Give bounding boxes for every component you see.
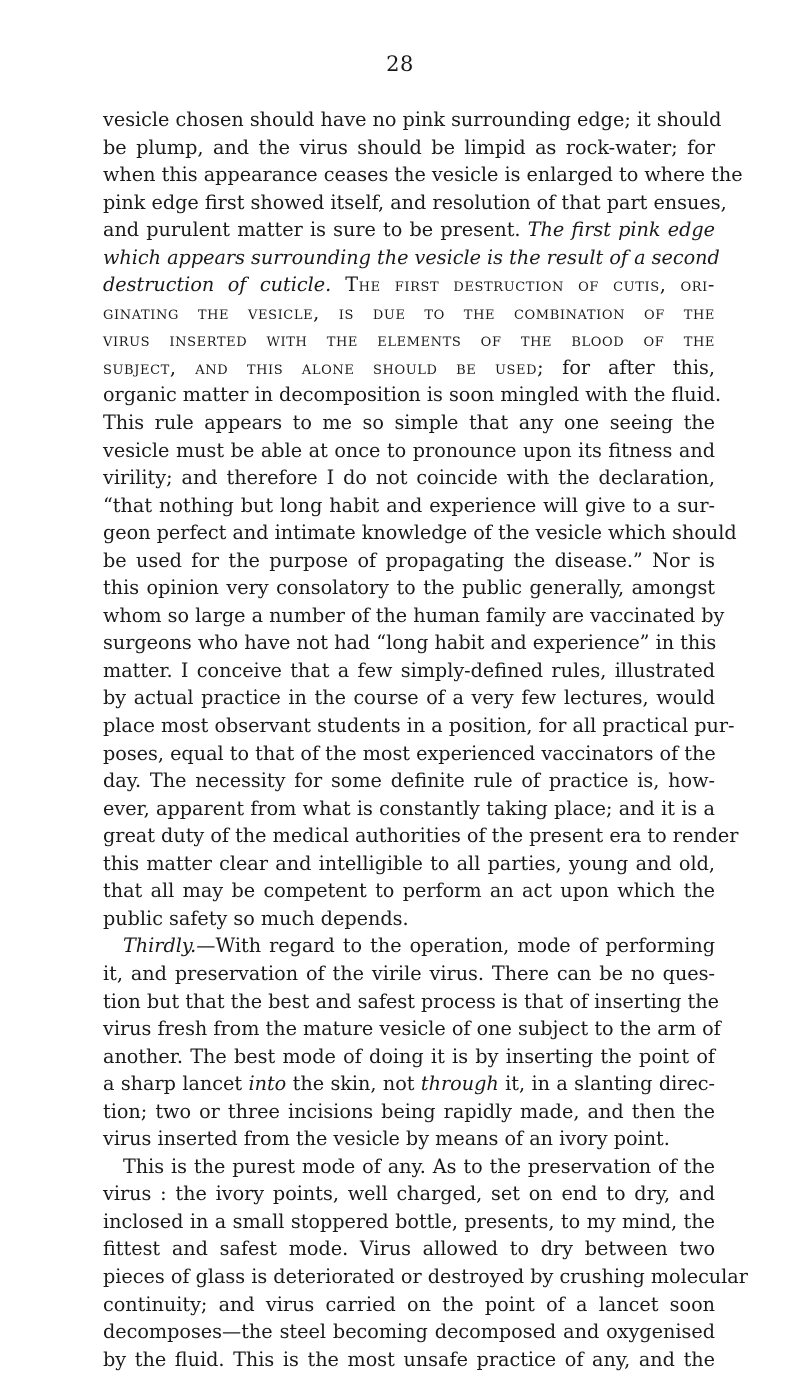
text-line: continuity; and virus carried on the point of a lancet soon — [103, 1292, 715, 1316]
italic-text: into — [248, 1072, 287, 1096]
text-line: poses, equal to that of the most experienced vaccinators of the — [103, 741, 716, 765]
text-line: virus inserted from the vesicle by means of an ivory point. — [103, 1127, 670, 1151]
text-line: whom so large a number of the human family are vaccinated by — [103, 603, 725, 627]
text-segment: and purulent matter is sure to be present. — [103, 218, 528, 242]
body-text — [103, 106, 748, 1373]
text-line: organic matter in decomposition is soon mingled with the fluid. — [103, 383, 722, 407]
italic-text: through — [420, 1072, 499, 1096]
text-line: ever, apparent from what is constantly taking place; and it is a — [103, 796, 715, 820]
italic-text: destruction of cuticle. — [103, 273, 332, 297]
text-line — [103, 354, 715, 382]
text-line: be used for the purpose of propagating the disease.” Nor is — [103, 548, 715, 572]
text-line: pieces of glass is deteriorated or destroyed by crushing molecular — [103, 1264, 748, 1288]
text-line: another. The best mode of doing it is by inserting the point of — [103, 1044, 715, 1068]
text-line — [103, 932, 715, 960]
text-line: be plump, and the virus should be limpid as rock-water; for — [103, 135, 715, 159]
text-line: great duty of the medical authorities of the present era to render — [103, 824, 739, 848]
text-line: virility; and therefore I do not coincide with the declaration, — [103, 466, 715, 490]
small-caps-text: The first destruction of cutis, ori- — [331, 273, 715, 297]
text-line: pink edge first showed itself, and resolution of that part ensues, — [103, 190, 727, 214]
text-line: place most observant students in a position, for all practical pur- — [103, 714, 735, 738]
text-line: when this appearance ceases the vesicle is enlarged to where the — [103, 163, 743, 187]
text-line: tion but that the best and safest process is that of inserting the — [103, 989, 719, 1013]
italic-text: The first pink edge — [527, 218, 716, 242]
text-line: decomposes—the steel becoming decomposed and oxygenised — [103, 1320, 715, 1344]
text-line: by the fluid. This is the most unsafe practice of any, and the — [103, 1347, 715, 1371]
text-line: virus : the ivory points, well charged, set on end to dry, and — [103, 1182, 715, 1206]
text-line: that all may be competent to perform an act upon which the — [103, 879, 715, 903]
text-line: This is the purest mode of any. As to the preservation of the — [123, 1154, 715, 1178]
text-line — [103, 216, 715, 244]
text-line: fittest and safest mode. Virus allowed to dry between two — [103, 1237, 715, 1261]
text-segment: for after this, — [544, 355, 715, 379]
text-line: matter. I conceive that a few simply-defined rules, illustrated — [103, 658, 715, 682]
text-line — [103, 271, 715, 299]
text-line: inclosed in a small stoppered bottle, presents, to my mind, the — [103, 1209, 715, 1233]
text-line: geon perfect and intimate knowledge of the vesicle which should — [103, 521, 737, 545]
text-line — [103, 326, 715, 354]
page-number: 28 — [386, 52, 414, 76]
text-line: tion; two or three incisions being rapidly made, and then the — [103, 1099, 715, 1123]
text-line — [103, 244, 720, 272]
text-line: surgeons who have not had “long habit and experience” in this — [103, 631, 717, 655]
italic-text: Thirdly. — [123, 934, 197, 958]
text-line: vesicle chosen should have no pink surrounding edge; it should — [103, 108, 722, 131]
text-segment: it, in a slanting direc- — [498, 1072, 715, 1096]
text-segment: a sharp lancet — [103, 1072, 249, 1096]
italic-text: which appears surrounding the vesicle is the result of a second — [103, 245, 720, 269]
text-segment: —With regard to the operation, mode of performing — [196, 934, 715, 958]
text-line: day. The necessity for some definite rule of practice is, how- — [103, 769, 715, 793]
text-line: This rule appears to me so simple that any one seeing the — [103, 411, 715, 435]
text-line: by actual practice in the course of a very few lectures, would — [103, 686, 715, 710]
text-line: virus fresh from the mature vesicle of one subject to the arm of — [103, 1017, 721, 1041]
text-line: this opinion very consolatory to the public generally, amongst — [103, 576, 715, 600]
small-caps-text: virus inserted with the elements of the blood of the — [103, 328, 715, 352]
text-line: public safety so much depends. — [103, 906, 409, 930]
text-line: vesicle must be able at once to pronounce upon its fitness and — [103, 438, 715, 462]
text-line: “that nothing but long habit and experience will give to a sur- — [103, 493, 715, 517]
text-line — [103, 1070, 715, 1098]
text-line — [103, 299, 715, 327]
small-caps-text: ginating the vesicle, is due to the combination of the — [103, 300, 715, 324]
text-segment: the skin, not — [286, 1072, 421, 1096]
text-line: it, and preservation of the virile virus. There can be no ques- — [103, 961, 715, 985]
small-caps-text: subject, and this alone should be used; — [103, 355, 545, 379]
text-line: this matter clear and intelligible to all parties, young and old, — [103, 851, 715, 875]
